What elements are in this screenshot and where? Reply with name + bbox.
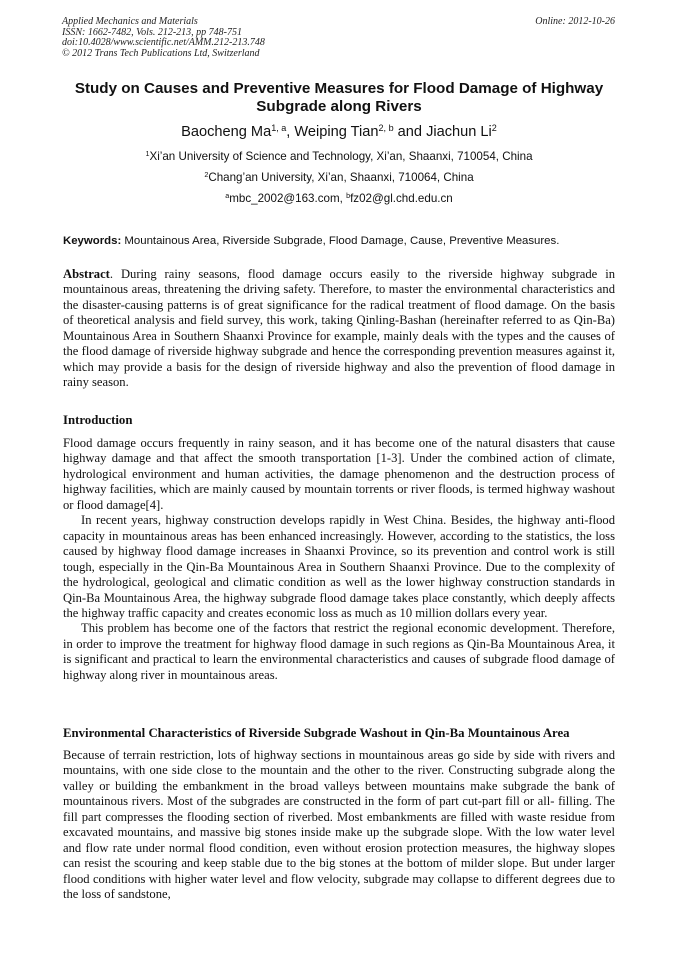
email-mark: a — [225, 191, 230, 201]
email-address[interactable]: mbc_2002@163.com, — [229, 192, 347, 205]
section-heading: Environmental Characteristics of Riverside Subgrade Washout in Qin-Ba Mountainous Area — [63, 726, 570, 740]
paragraph: Because of terrain restriction, lots of highway sections in mountainous areas go side by side with rivers and mountains, with one side close to the mountain and the other to the river. Constructing subgrade along the valley or building the embankment in the broad valleys between mountains make subgrade the bank of mountainous rivers. Most of the subgrades are constructed in the form of part cut-part fill or all- filling. The fill part compresses the flooding section of riverbed. Most embankments are filled with waste residue from excavated mountains, and massive big stones inside make up the subgrade slope. With the low water level and flow rate under normal flood condition, even without erosion protection measures, the highway slopes can resist the scouring and keep stable due to the big stones at the bottom of milder slope. But under larger flood conditions with higher water level and flow velocity, subgrade may collapse to different degrees due to the loss of sandstone, — [63, 748, 615, 902]
email-mark: b — [346, 191, 351, 201]
author-emails — [55, 192, 623, 206]
keywords-text: Mountainous Area, Riverside Subgrade, Flood Damage, Cause, Preventive Measures. — [124, 235, 560, 247]
affiliation-text: Chang’an University, Xi’an, Shaanxi, 710064, China — [208, 171, 474, 184]
email-address[interactable]: fz02@gl.chd.edu.cn — [350, 192, 453, 205]
keywords-label: Keywords: — [63, 235, 122, 247]
affiliation-1 — [55, 150, 623, 164]
affiliation-2 — [55, 171, 623, 185]
section-body — [63, 436, 615, 683]
paragraph: In recent years, highway construction develops rapidly in West China. Besides, the highway anti-flood capacity in mountainous areas has been enhanced increasingly. However, according to the statistics, the loss caused by highway flood damage increases in Shaanxi Province, so its prevention and control work is still tough, especially in the Qin-Ba Mountainous Area in Southern Shaanxi Province. Due to the complexity of the hydrological, geological and climatic condition as well as the lower highway construction standards in Qin-Ba Mountainous Area, the highway subgrade flood damage takes place constantly, which deeply affects the highway traffic capacity and creates economic loss as much as 10 million dollars every year. — [63, 513, 615, 620]
title-line-1: Study on Causes and Preventive Measures for Flood Damage of Highway — [74, 80, 604, 97]
author-affiliation-mark: 2, b — [378, 123, 394, 134]
affiliation-mark: 1 — [145, 149, 150, 159]
author-name: Weiping Tian — [294, 124, 379, 140]
copyright-line: © 2012 Trans Tech Publications Ltd, Switzerland — [62, 47, 260, 59]
online-date: Online: 2012-10-26 — [535, 16, 615, 27]
issn-line: ISSN: 1662-7482, Vols. 212-213, pp 748-751 — [62, 26, 242, 38]
journal-header — [62, 17, 265, 59]
section-heading: Introduction — [63, 413, 133, 427]
author-list — [55, 123, 623, 141]
author-name: Jiachun Li — [426, 124, 492, 140]
abstract-label: Abstract — [63, 267, 110, 281]
abstract-text: . During rainy seasons, flood damage occurs easily to the riverside highway subgrade in mountainous areas, threatening the driving safety. Therefore, to master the environmental characteristics and the disaster-causing patterns is of great significance for the radical treatment of flood damage. On the basis of theoretical analysis and field survey, this work, taking Qinling-Bashan (hereinafter referred to as Qin-Ba) Mountainous Area in Southern Shaanxi Province for example, mainly deals with the types and the causes of the flood damage of riverside highway subgrade and hence the corresponding prevention measures against it, which may provide a basis for the design of riverside highway and also the prevention of flood damage in rainy season. — [63, 267, 615, 390]
author-separator: , — [286, 124, 295, 140]
paragraph: This problem has become one of the factors that restrict the regional economic development. Therefore, in order to improve the treatment for highway flood damage in such regions as Qin-Ba Mountainous Area, it is significant and practical to learn the environmental characteristics and causes of subgrade flood damage of highway along river in mountainous areas. — [63, 621, 615, 682]
journal-name: Applied Mechanics and Materials — [62, 16, 198, 27]
abstract-paragraph — [63, 267, 615, 391]
affiliation-mark: 2 — [204, 170, 209, 180]
author-separator: and — [393, 124, 427, 140]
title-line-2: Subgrade along Rivers — [256, 98, 422, 115]
doi-line: doi:10.4028/www.scientific.net/AMM.212-213.748 — [62, 37, 265, 49]
paragraph: Flood damage occurs frequently in rainy season, and it has become one of the natural disasters that cause highway damage and that affect the smooth transportation [1-3]. Under the combined action of climate, hydrological environment and human activities, the damage phenomenon and the destruction process of highway facilities, which are mainly caused by mountain torrents or river floods, is termed highway washout or flood damage[4]. — [63, 436, 615, 512]
author-name: Baocheng Ma — [181, 124, 272, 140]
affiliation-text: Xi’an University of Science and Technology, Xi’an, Shaanxi, 710054, China — [149, 150, 533, 163]
author-affiliation-mark: 1, a — [271, 123, 287, 134]
paper-title — [55, 80, 623, 116]
section-body — [63, 748, 615, 903]
keywords-line — [63, 234, 619, 248]
author-affiliation-mark: 2 — [491, 123, 497, 134]
